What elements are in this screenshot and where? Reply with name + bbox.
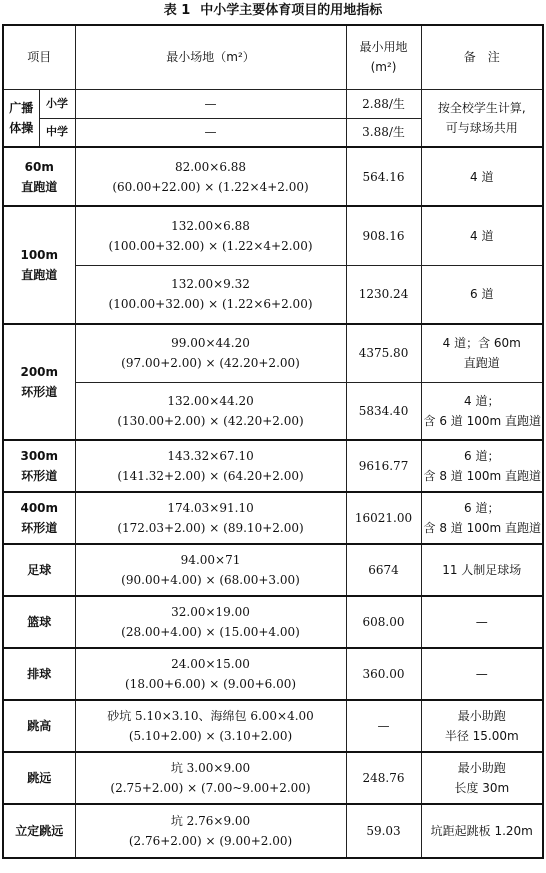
remark-cell: 4 道 [421,206,543,265]
area-cell: 32.00×19.00 (28.00+4.00) × (15.00+4.00) [75,596,346,648]
area-cell: — [75,89,346,118]
item-cell: 足球 [3,544,75,596]
item-cell: 跳远 [3,752,75,804]
area-cell: 82.00×6.88 (60.00+22.00) × (1.22×4+2.00) [75,147,346,206]
caption-title: 中小学主要体育项目的用地指标 [200,3,383,18]
table-row [3,324,543,382]
land-cell: 2.88/生 [346,89,421,118]
land-cell: 59.03 [346,804,421,858]
area-cell: 99.00×44.20 (97.00+2.00) × (42.20+2.00) [75,324,346,382]
area-cell: 坑 3.00×9.00 (2.75+2.00) × (7.00~9.00+2.00) [75,752,346,804]
area-cell: 坑 2.76×9.00 (2.76+2.00) × (9.00+2.00) [75,804,346,858]
header-min-land: 最小用地 (m²) [346,25,421,89]
remark-cell: 4 道； 含 6 道 100m 直跑道 [421,382,543,440]
area-cell: 143.32×67.10 (141.32+2.00) × (64.20+2.00) [75,440,346,492]
item-cell: 60m 直跑道 [3,147,75,206]
remark-cell: 6 道； 含 8 道 100m 直跑道 [421,440,543,492]
area-cell: — [75,118,346,147]
table-row [3,265,543,324]
remark-cell: 4 道；含 60m 直跑道 [421,324,543,382]
remark-cell: 按全校学生计算, 可与球场共用 [421,89,543,147]
land-cell: 608.00 [346,596,421,648]
table-row [3,147,543,206]
land-cell: 16021.00 [346,492,421,544]
land-cell: 9616.77 [346,440,421,492]
remark-cell: 最小助跑 长度 30m [421,752,543,804]
table-row [3,804,543,858]
remark-cell: 最小助跑 半径 15.00m [421,700,543,752]
table-row [3,440,543,492]
header-remark: 备 注 [421,25,543,89]
header-area: 最小场地（m²） [75,25,346,89]
remark-cell: 6 道； 含 8 道 100m 直跑道 [421,492,543,544]
land-cell: — [346,700,421,752]
table-row [3,700,543,752]
remark-cell: — [421,648,543,700]
header-item: 项目 [3,25,75,89]
land-cell: 248.76 [346,752,421,804]
table-row [3,89,543,118]
land-cell: 5834.40 [346,382,421,440]
item-cell: 跳高 [3,700,75,752]
table-row [3,382,543,440]
item-cell: 400m 环形道 [3,492,75,544]
remark-cell: 6 道 [421,265,543,324]
area-cell: 174.03×91.10 (172.03+2.00) × (89.10+2.00) [75,492,346,544]
item-cell: 篮球 [3,596,75,648]
item-cell: 300m 环形道 [3,440,75,492]
table-row [3,544,543,596]
land-cell: 360.00 [346,648,421,700]
remark-cell: — [421,596,543,648]
land-cell: 564.16 [346,147,421,206]
remark-cell: 4 道 [421,147,543,206]
area-cell: 砂坑 5.10×3.10、海绵包 6.00×4.00 (5.10+2.00) × (3.10+2.00) [75,700,346,752]
table-caption [0,0,546,22]
area-cell: 94.00×71 (90.00+4.00) × (68.00+3.00) [75,544,346,596]
sub-item-cell: 小学 [39,89,75,118]
sports-land-table [2,24,544,859]
table-row [3,492,543,544]
header-row [3,25,543,89]
item-cell: 广播 体操 [3,89,39,147]
item-cell: 200m 环形道 [3,324,75,440]
sub-item-cell: 中学 [39,118,75,147]
land-cell: 1230.24 [346,265,421,324]
area-cell: 132.00×9.32 (100.00+32.00) × (1.22×6+2.00) [75,265,346,324]
table-row [3,648,543,700]
land-cell: 908.16 [346,206,421,265]
area-cell: 132.00×44.20 (130.00+2.00) × (42.20+2.00) [75,382,346,440]
area-cell: 132.00×6.88 (100.00+32.00) × (1.22×4+2.00) [75,206,346,265]
item-cell: 100m 直跑道 [3,206,75,324]
item-cell: 立定跳远 [3,804,75,858]
caption-number: 表 1 [163,3,191,18]
table-row [3,206,543,265]
remark-cell: 11 人制足球场 [421,544,543,596]
land-cell: 3.88/生 [346,118,421,147]
table-row [3,596,543,648]
land-cell: 6674 [346,544,421,596]
item-cell: 排球 [3,648,75,700]
area-cell: 24.00×15.00 (18.00+6.00) × (9.00+6.00) [75,648,346,700]
land-cell: 4375.80 [346,324,421,382]
remark-cell: 坑距起跳板 1.20m [421,804,543,858]
table-row [3,752,543,804]
